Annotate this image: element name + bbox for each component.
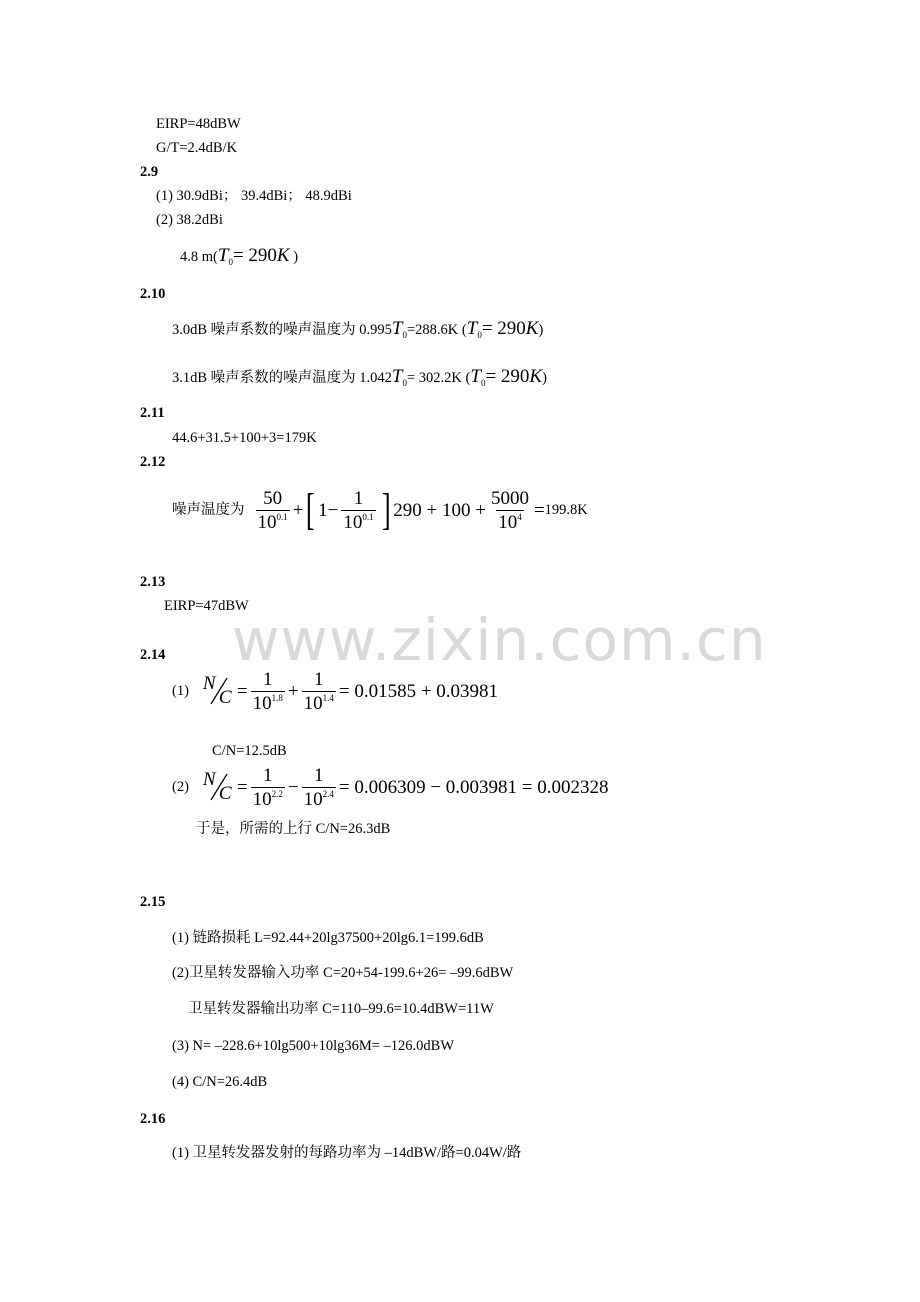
answer-2-15-4: (3) N= –228.6+10lg500+10lg36M= –126.0dBW bbox=[172, 1038, 455, 1054]
minus: − bbox=[287, 776, 299, 798]
equals: = bbox=[236, 776, 248, 798]
text: ) bbox=[542, 370, 547, 386]
t-subscript: 0 bbox=[228, 257, 233, 267]
section-2-15: 2.15 bbox=[140, 894, 166, 910]
gt-line: G/T=2.4dB/K bbox=[156, 140, 238, 156]
equals: = bbox=[533, 499, 545, 521]
t-symbol: T bbox=[391, 366, 403, 387]
t-subscript: 0 bbox=[477, 330, 482, 340]
answer-2-12-formula bbox=[172, 482, 588, 538]
answer-2-9-1: (1) 30.9dBi； 39.4dBi； 48.9dBi bbox=[156, 188, 352, 204]
plus: + bbox=[287, 680, 299, 702]
answer-2-11: 44.6+31.5+100+3=179K bbox=[172, 430, 317, 446]
n-over-c: N C bbox=[201, 770, 237, 804]
kelvin: K bbox=[276, 245, 290, 266]
kelvin: K bbox=[525, 318, 539, 339]
answer-2-14-3: 于是，所需的上行 C/N=26.3dB bbox=[196, 821, 391, 837]
result: = 0.01585 + 0.03981 bbox=[338, 680, 499, 702]
fraction-1-24: $\frac{1}{10^{2.4}}$ bbox=[303, 764, 334, 810]
section-2-13: 2.13 bbox=[140, 574, 166, 590]
text: 3.1dB 噪声系数的噪声温度为 1.042 bbox=[172, 370, 392, 386]
answer-2-15-5: (4) C/N=26.4dB bbox=[172, 1074, 268, 1090]
section-2-9: 2.9 bbox=[140, 164, 159, 180]
fraction-5000 bbox=[489, 489, 531, 532]
answer-2-16-1: (1) 卫星转发器发射的每路功率为 –14dBW/路=0.04W/路 bbox=[172, 1145, 522, 1161]
fraction-50 bbox=[256, 489, 290, 532]
eirp-line: EIRP=48dBW bbox=[156, 116, 241, 132]
t-subscript: 0 bbox=[480, 378, 486, 388]
t-symbol: T bbox=[391, 318, 403, 339]
answer-2-10-1 bbox=[172, 319, 543, 340]
equals-290: = 290 bbox=[481, 318, 526, 339]
slash-line bbox=[201, 674, 237, 708]
text: ) bbox=[538, 322, 544, 338]
answer-2-9-2: (2) 38.2dBi bbox=[156, 212, 223, 228]
answer-2-10-2 bbox=[172, 367, 547, 388]
n-over-c: N C bbox=[201, 674, 237, 708]
slash-line bbox=[201, 770, 237, 804]
item-number: (1) bbox=[172, 682, 189, 699]
term-290-100: 290 + 100 + bbox=[393, 499, 486, 521]
plus: + bbox=[292, 499, 304, 521]
answer-2-15-3: 卫星转发器输出功率 C=110–99.6=10.4dBW=11W bbox=[188, 1001, 494, 1017]
numerator: 1 bbox=[353, 487, 364, 509]
section-2-16: 2.16 bbox=[140, 1111, 166, 1127]
item-number: (2) bbox=[172, 778, 189, 795]
denominator: $10^{0.1}$ bbox=[343, 511, 374, 533]
t-symbol: T bbox=[470, 366, 481, 387]
watermark: www.zixin.com.cn bbox=[232, 606, 767, 674]
t-subscript: 0 bbox=[402, 330, 407, 340]
text: 3.0dB 噪声系数的噪声温度为 0.995 bbox=[172, 322, 392, 338]
numerator: 5000 bbox=[490, 487, 529, 509]
kelvin: K bbox=[529, 366, 543, 387]
answer-2-14-2 bbox=[172, 764, 609, 810]
answer-2-14-1 bbox=[172, 668, 498, 714]
one: 1 bbox=[318, 499, 328, 521]
fraction-1-22: $\frac{1}{10^{2.2}}$ bbox=[252, 764, 283, 810]
fraction-1 bbox=[341, 489, 375, 532]
equals-290: = 290 bbox=[485, 366, 530, 387]
answer-2-15-1: (1) 链路损耗 L=92.44+20lg37500+20lg6.1=199.6dB bbox=[172, 930, 484, 946]
result: 199.8K bbox=[544, 501, 588, 518]
text: = 302.2K ( bbox=[407, 370, 471, 386]
eirp-line-2: EIRP=47dBW bbox=[164, 598, 249, 614]
section-2-10: 2.10 bbox=[140, 286, 166, 302]
result: = 0.006309 − 0.003981 = 0.002328 bbox=[338, 776, 609, 798]
numerator: 50 bbox=[263, 487, 283, 509]
label: 噪声温度为 bbox=[172, 501, 245, 518]
answer-2-9-3 bbox=[180, 246, 298, 267]
left-bracket: [ bbox=[306, 485, 316, 534]
denominator: $10^{0.1}$ bbox=[257, 511, 288, 533]
t-subscript: 0 bbox=[402, 378, 407, 388]
cn-line: C/N=12.5dB bbox=[212, 743, 287, 759]
section-2-12: 2.12 bbox=[140, 454, 166, 470]
text: =288.6K ( bbox=[407, 322, 467, 338]
section-2-14: 2.14 bbox=[140, 647, 166, 663]
section-2-11: 2.11 bbox=[140, 405, 165, 421]
denominator: $10^4$ bbox=[498, 511, 522, 533]
fraction-1-14: $\frac{1}{10^{1.4}}$ bbox=[303, 668, 334, 714]
equals-290: = 290 bbox=[232, 245, 277, 266]
equals: = bbox=[236, 680, 248, 702]
t-symbol: T bbox=[466, 318, 478, 339]
fraction-1-18: $\frac{1}{10^{1.8}}$ bbox=[252, 668, 283, 714]
text: 4.8 m( bbox=[180, 249, 218, 265]
t-symbol: T bbox=[217, 245, 229, 266]
right-bracket: ] bbox=[381, 485, 391, 534]
minus: − bbox=[327, 499, 339, 521]
text: ) bbox=[293, 249, 299, 265]
answer-2-15-2: (2)卫星转发器输入功率 C=20+54-199.6+26= –99.6dBW bbox=[172, 965, 514, 981]
